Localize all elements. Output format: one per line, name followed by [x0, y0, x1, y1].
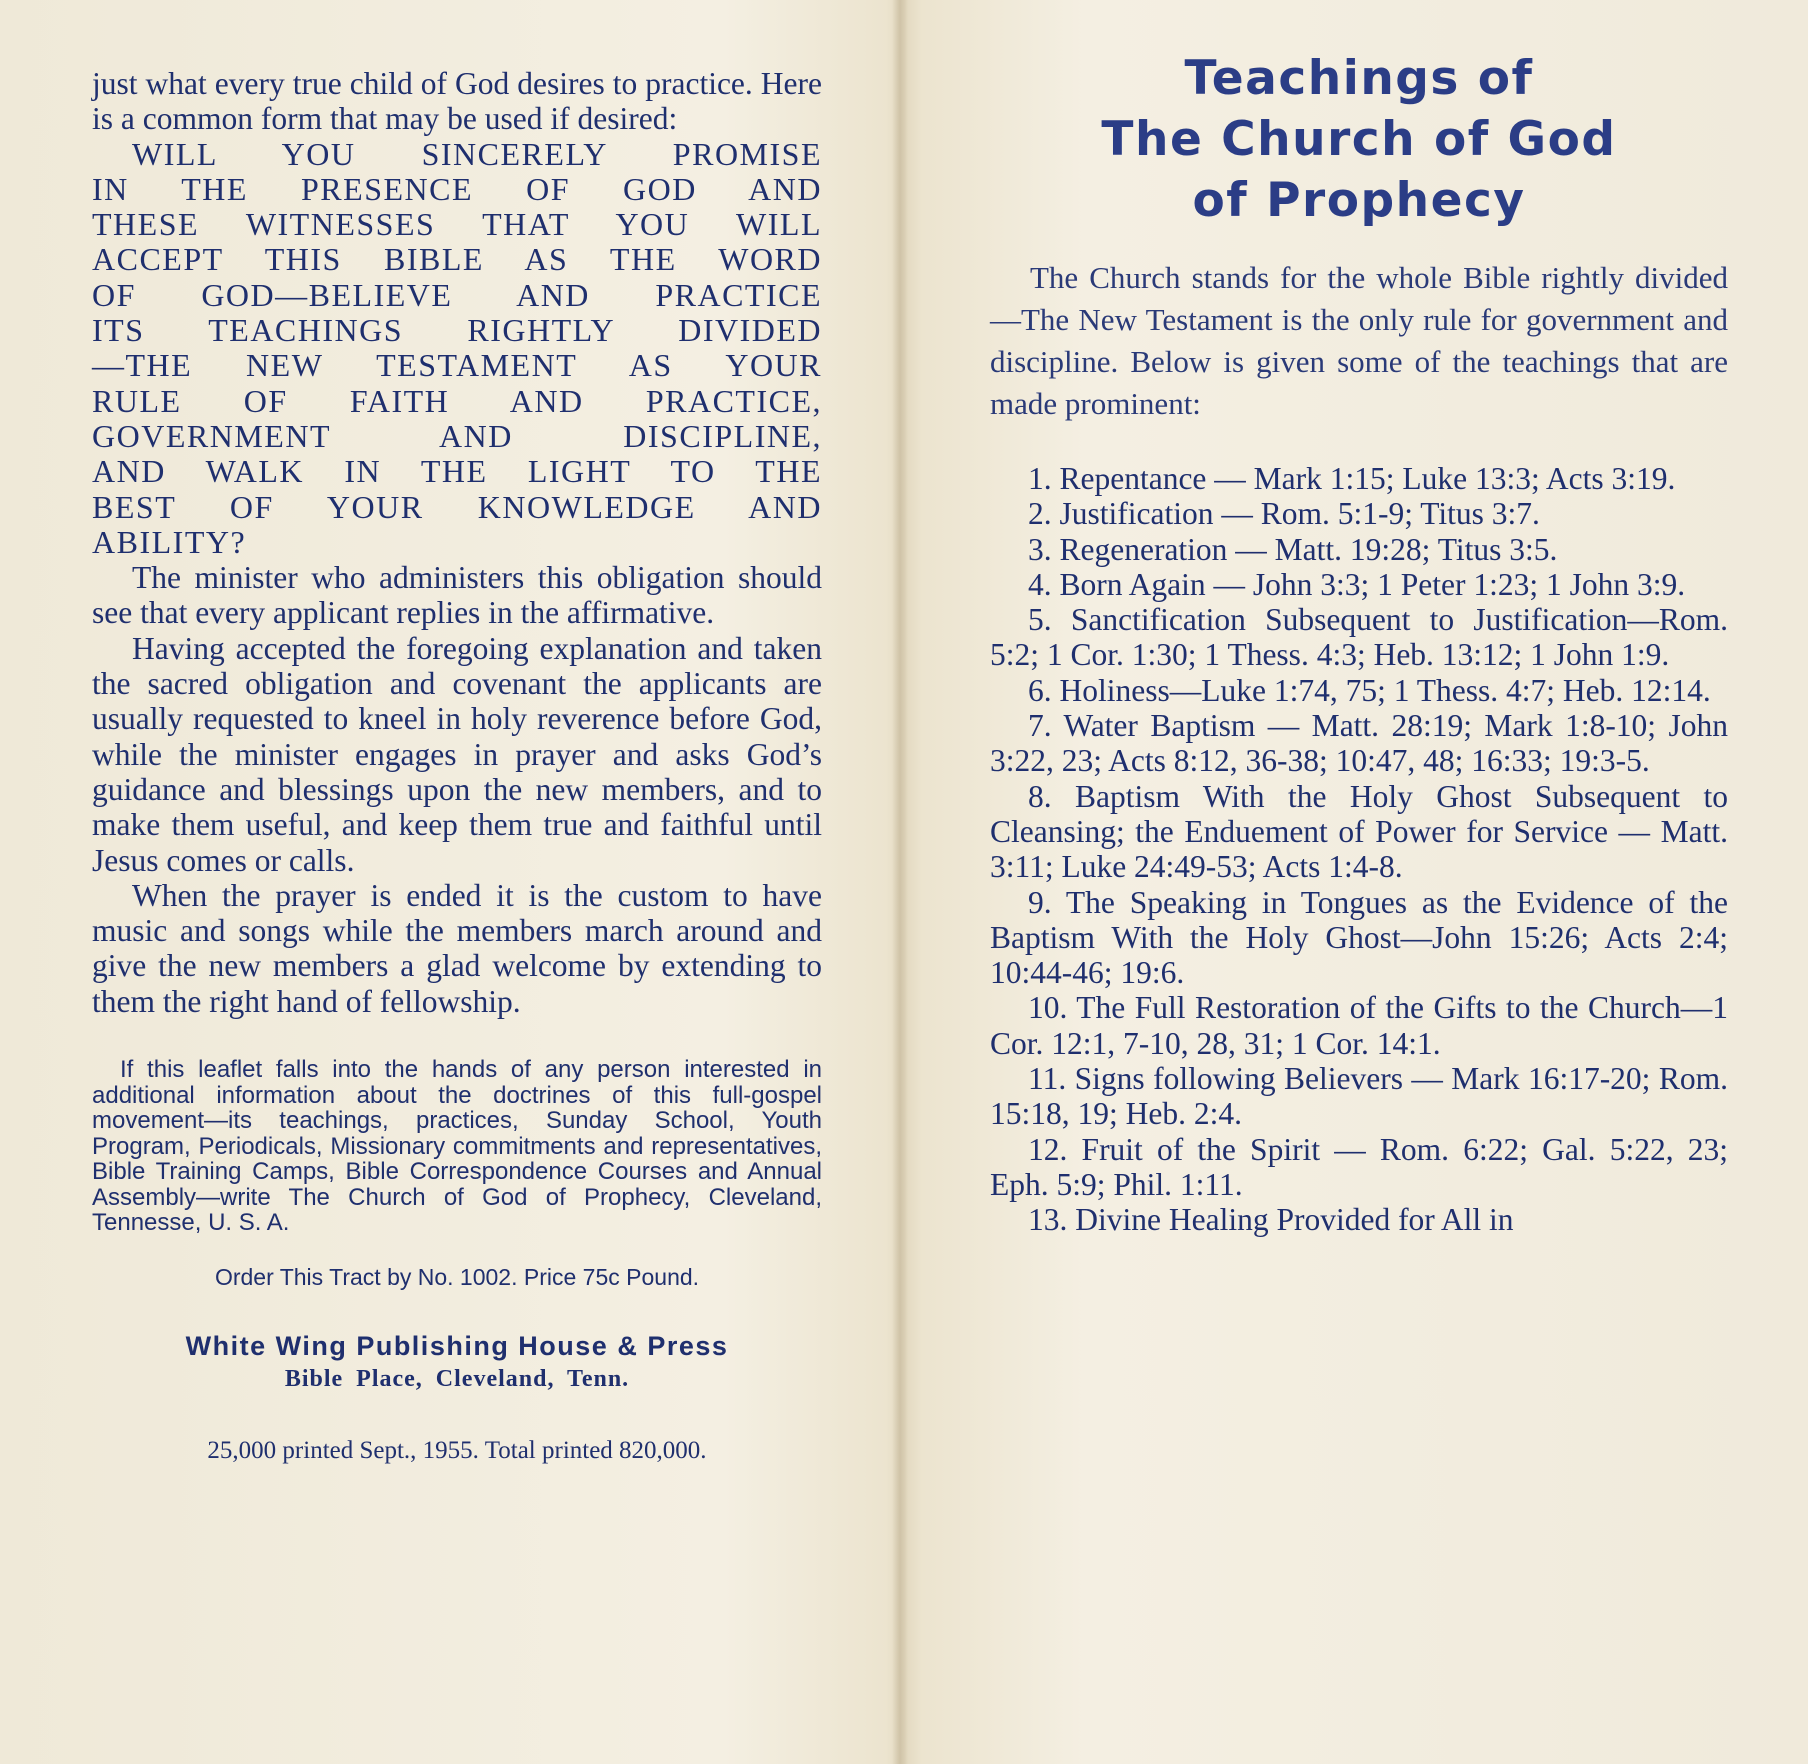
teaching-item: 10. The Full Restoration of the Gifts to the Church—1 Cor. 12:1, 7-10, 28, 31; 1 Cor. 14:1.: [990, 990, 1728, 1061]
teaching-item: 9. The Speaking in Tongues as the Evidence of the Baptism With the Holy Ghost—John 15:26; Acts 2:4; 10:44-46; 19:6.: [990, 884, 1728, 991]
teaching-item: 6. Holiness—Luke 1:74, 75; 1 Thess. 4:7; Heb. 12:14.: [1028, 672, 1711, 708]
minister-paragraph: The minister who administers this obligation should see that every applicant replies in the affirmative.: [92, 560, 822, 631]
teaching-item: 1. Repentance — Mark 1:15; Luke 13:3; Acts 3:19.: [1028, 461, 1676, 496]
teaching-item: 4. Born Again — John 3:3; 1 Peter 1:23; 1 John 3:9.: [1028, 566, 1686, 602]
title-line: of Prophecy: [1192, 173, 1526, 228]
teachings-list: [990, 461, 1728, 1238]
teaching-item: 11. Signs following Believers — Mark 16:17-20; Rom. 15:18, 19; Heb. 2:4.: [990, 1061, 1728, 1132]
oath-line: THESE WITNESSES THAT YOU WILL: [92, 206, 822, 243]
teaching-item: 13. Divine Healing Provided for All in: [1028, 1202, 1514, 1238]
oath-line: AND WALK IN THE LIGHT TO THE: [92, 453, 822, 490]
oath-line: ITS TEACHINGS RIGHTLY DIVIDED: [92, 312, 822, 349]
teaching-item: 3. Regeneration — Matt. 19:28; Titus 3:5.: [1028, 531, 1558, 567]
order-line: Order This Tract by No. 1002. Price 75c Pound.: [214, 1263, 700, 1290]
oath-line: BEST OF YOUR KNOWLEDGE AND: [92, 488, 822, 525]
oath-line: GOVERNMENT AND DISCIPLINE,: [92, 417, 822, 454]
oath-line: OF GOD—BELIEVE AND PRACTICE: [92, 276, 822, 313]
center-fold: [892, 0, 908, 1764]
oath-line: —THE NEW TESTAMENT AS YOUR: [92, 347, 822, 384]
oath-line: IN THE PRESENCE OF GOD AND: [92, 170, 822, 207]
info-note: If this leaflet falls into the hands of any person interested in additional information about the doctrines of this full-gospel movement—its teachings, practices, Sunday School, Youth Program, Periodicals, Missionary commitments and representatives, Bible Training Camps, Bible Correspondence Courses and Annual Assembly—write The Church of God of Prophecy, Cleveland, Tennesse, U. S. A.: [92, 1056, 822, 1237]
left-page: [92, 0, 822, 1465]
prayer-paragraph: Having accepted the foregoing explanation and taken the sacred obligation and covenant the applicants are usually requested to kneel in holy reverence before God, while the minister engages in prayer and asks God’s guidance and blessings upon the new members, and to make them useful, and keep them true and faithful until Jesus comes or calls.: [92, 630, 822, 878]
title-line: Teachings of: [1184, 51, 1534, 106]
right-page: [990, 0, 1728, 1238]
print-run: 25,000 printed Sept., 1955. Total printed 820,000.: [207, 1436, 707, 1464]
left-intro-paragraph: just what every true child of God desires to practice. Here is a common form that may be used if desired:: [92, 66, 822, 137]
page-title: [990, 48, 1728, 231]
teaching-item: 12. Fruit of the Spirit — Rom. 6:22; Gal. 5:22, 23; Eph. 5:9; Phil. 1:11.: [990, 1131, 1728, 1202]
teaching-item: 5. Sanctification Subsequent to Justification—Rom. 5:2; 1 Cor. 1:30; 1 Thess. 4:3; Heb. 13:12; 1 John 1:9.: [990, 602, 1728, 673]
oath-line: ACCEPT THIS BIBLE AS THE WORD: [92, 241, 822, 278]
publisher-address: Bible Place, Cleveland, Tenn.: [284, 1365, 630, 1392]
title-line: The Church of God: [1101, 112, 1617, 167]
publisher-name: White Wing Publishing House & Press: [185, 1330, 729, 1361]
oath-line: ABILITY?: [92, 523, 247, 560]
teaching-item: 2. Justification — Rom. 5:1-9; Titus 3:7.: [1028, 496, 1540, 532]
teaching-item: 7. Water Baptism — Matt. 28:19; Mark 1:8-10; John 3:22, 23; Acts 8:12, 36-38; 10:47, 48; 16:33; 19:3-5.: [990, 708, 1728, 779]
oath-line: RULE OF FAITH AND PRACTICE,: [92, 382, 822, 419]
teaching-item: 8. Baptism With the Holy Ghost Subsequent to Cleansing; the Enduement of Power for Service — Matt. 3:11; Luke 24:49-53; Acts 1:4-8.: [990, 778, 1728, 885]
oath-block: [92, 137, 822, 561]
welcome-paragraph: When the prayer is ended it is the custom to have music and songs while the members march around and give the new members a glad welcome by extending to them the right hand of fellowship.: [92, 877, 822, 1019]
right-intro-paragraph: The Church stands for the whole Bible rightly divided—The New Testament is the only rule for government and discipline. Below is given some of the teachings that are made prominent:: [990, 260, 1728, 421]
oath-line: WILL YOU SINCERELY PROMISE: [132, 135, 822, 172]
